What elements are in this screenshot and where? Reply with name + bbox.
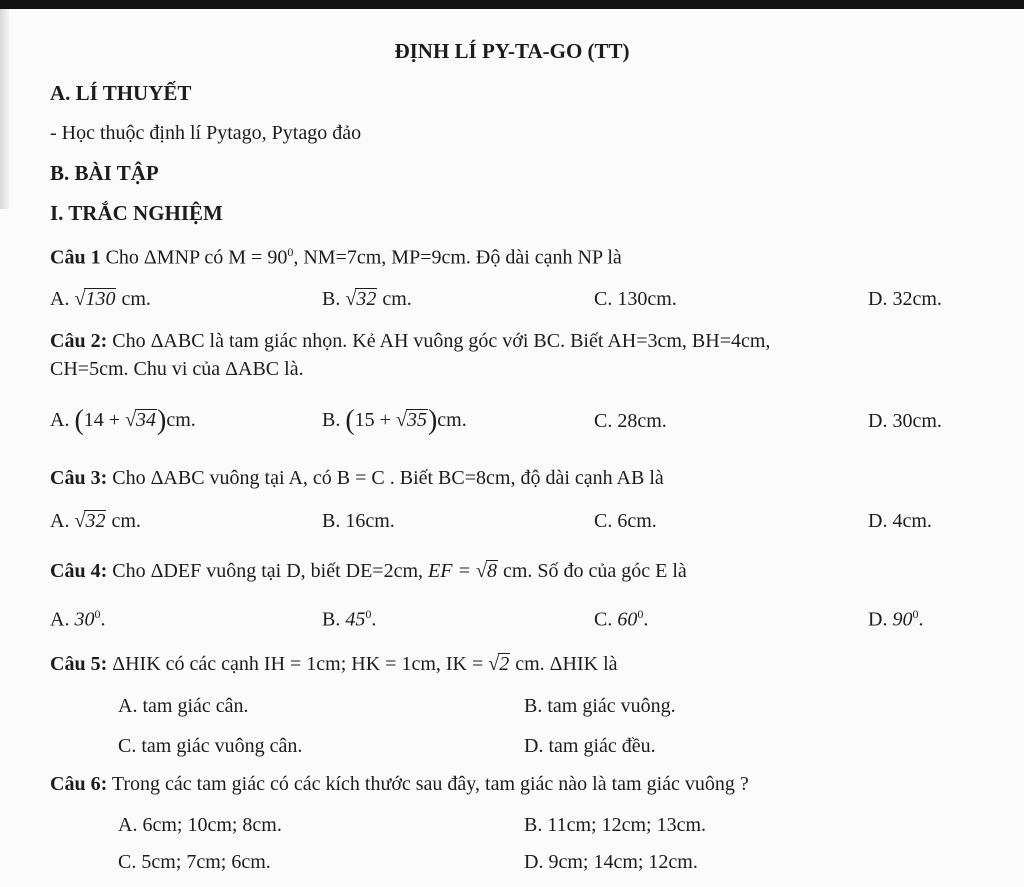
option-c[interactable]: C. 130cm. — [594, 288, 677, 310]
page-title: ĐỊNH LÍ PY-TA-GO (TT) — [394, 39, 630, 63]
option-c[interactable]: C. tam giác vuông cân. — [118, 735, 303, 757]
question-label: Câu 2: — [50, 330, 108, 352]
theory-line: - Học thuộc định lí Pytago, Pytago đảo — [50, 122, 362, 144]
option-d[interactable]: D. 9cm; 14cm; 12cm. — [524, 851, 698, 873]
option-b[interactable]: B. 16cm. — [322, 510, 395, 532]
option-d[interactable]: D. tam giác đều. — [524, 735, 656, 757]
option-a[interactable]: A. $30^0$. — [50, 607, 106, 631]
question-1: Câu 1 Cho ΔMNP có $M = 90^0$, NM=7cm, MP=9cm. Độ dài cạnh NP là — [50, 245, 622, 269]
option-c[interactable]: C. 5cm; 7cm; 6cm. — [118, 851, 271, 873]
sqrt-radicand: 8 — [486, 560, 497, 582]
option-c[interactable]: C. 28cm. — [594, 410, 667, 432]
top-border — [0, 0, 1024, 9]
option-c[interactable]: C. 6cm. — [594, 510, 657, 532]
option-b[interactable]: B. $45^0$. — [322, 607, 377, 631]
question-6: Câu 6: Trong các tam giác có các kích thước sau đây, tam giác nào là tam giác vuông ? — [50, 773, 749, 795]
sqrt-radicand: 2 — [499, 653, 510, 675]
section-i-heading: I. TRẮC NGHIỆM — [50, 201, 223, 225]
question-label: Câu 5: — [50, 653, 108, 675]
question-label: Câu 3: — [50, 467, 108, 489]
question-label: Câu 1 — [50, 246, 101, 269]
option-b[interactable]: B. (15 + √35)cm. — [322, 405, 467, 436]
question-2: Câu 2: Cho ΔABC là tam giác nhọn. Kẻ AH vuông góc với BC. Biết AH=3cm, BH=4cm, — [50, 330, 771, 352]
question-label: Câu 6: — [50, 773, 108, 795]
option-a[interactable]: A. 6cm; 10cm; 8cm. — [118, 814, 282, 836]
sqrt-radicand: 32 — [356, 288, 377, 310]
option-a[interactable]: A. √130 cm. — [50, 288, 151, 310]
sqrt-radicand: 32 — [85, 510, 106, 532]
sqrt-radicand: 34 — [136, 409, 157, 431]
section-a-heading: A. LÍ THUYẾT — [50, 81, 192, 105]
option-b[interactable]: B. √32 cm. — [322, 288, 412, 310]
option-b[interactable]: B. tam giác vuông. — [524, 695, 676, 717]
question-label: Câu 4: — [50, 560, 108, 582]
question-5: Câu 5: ΔHIK có các cạnh IH = 1cm; HK = 1cm, IK = √2 cm. ΔHIK là — [50, 653, 618, 675]
option-a[interactable]: A. (14 + √34)cm. — [50, 405, 196, 436]
sqrt-radicand: 35 — [406, 409, 427, 431]
option-d[interactable]: D. $90^0$. — [868, 607, 924, 631]
sqrt-radicand: 130 — [85, 288, 116, 310]
option-a[interactable]: A. tam giác cân. — [118, 695, 249, 717]
question-4: Câu 4: Cho ΔDEF vuông tại D, biết DE=2cm, EF = √8 cm. Số đo của góc E là — [50, 560, 687, 582]
question-3: Câu 3: Cho ΔABC vuông tại A, có B = C . Biết BC=8cm, độ dài cạnh AB là — [50, 467, 664, 489]
option-d[interactable]: D. 4cm. — [868, 510, 932, 532]
triangle-name: ΔMNP — [143, 246, 200, 269]
option-d[interactable]: D. 32cm. — [868, 288, 942, 310]
question-2-line-2: CH=5cm. Chu vi của ΔABC là. — [50, 358, 304, 380]
option-c[interactable]: C. $60^0$. — [594, 607, 649, 631]
option-d[interactable]: D. 30cm. — [868, 410, 942, 432]
section-b-heading: B. BÀI TẬP — [50, 161, 159, 185]
option-b[interactable]: B. 11cm; 12cm; 13cm. — [524, 814, 707, 836]
option-a[interactable]: A. √32 cm. — [50, 510, 141, 532]
